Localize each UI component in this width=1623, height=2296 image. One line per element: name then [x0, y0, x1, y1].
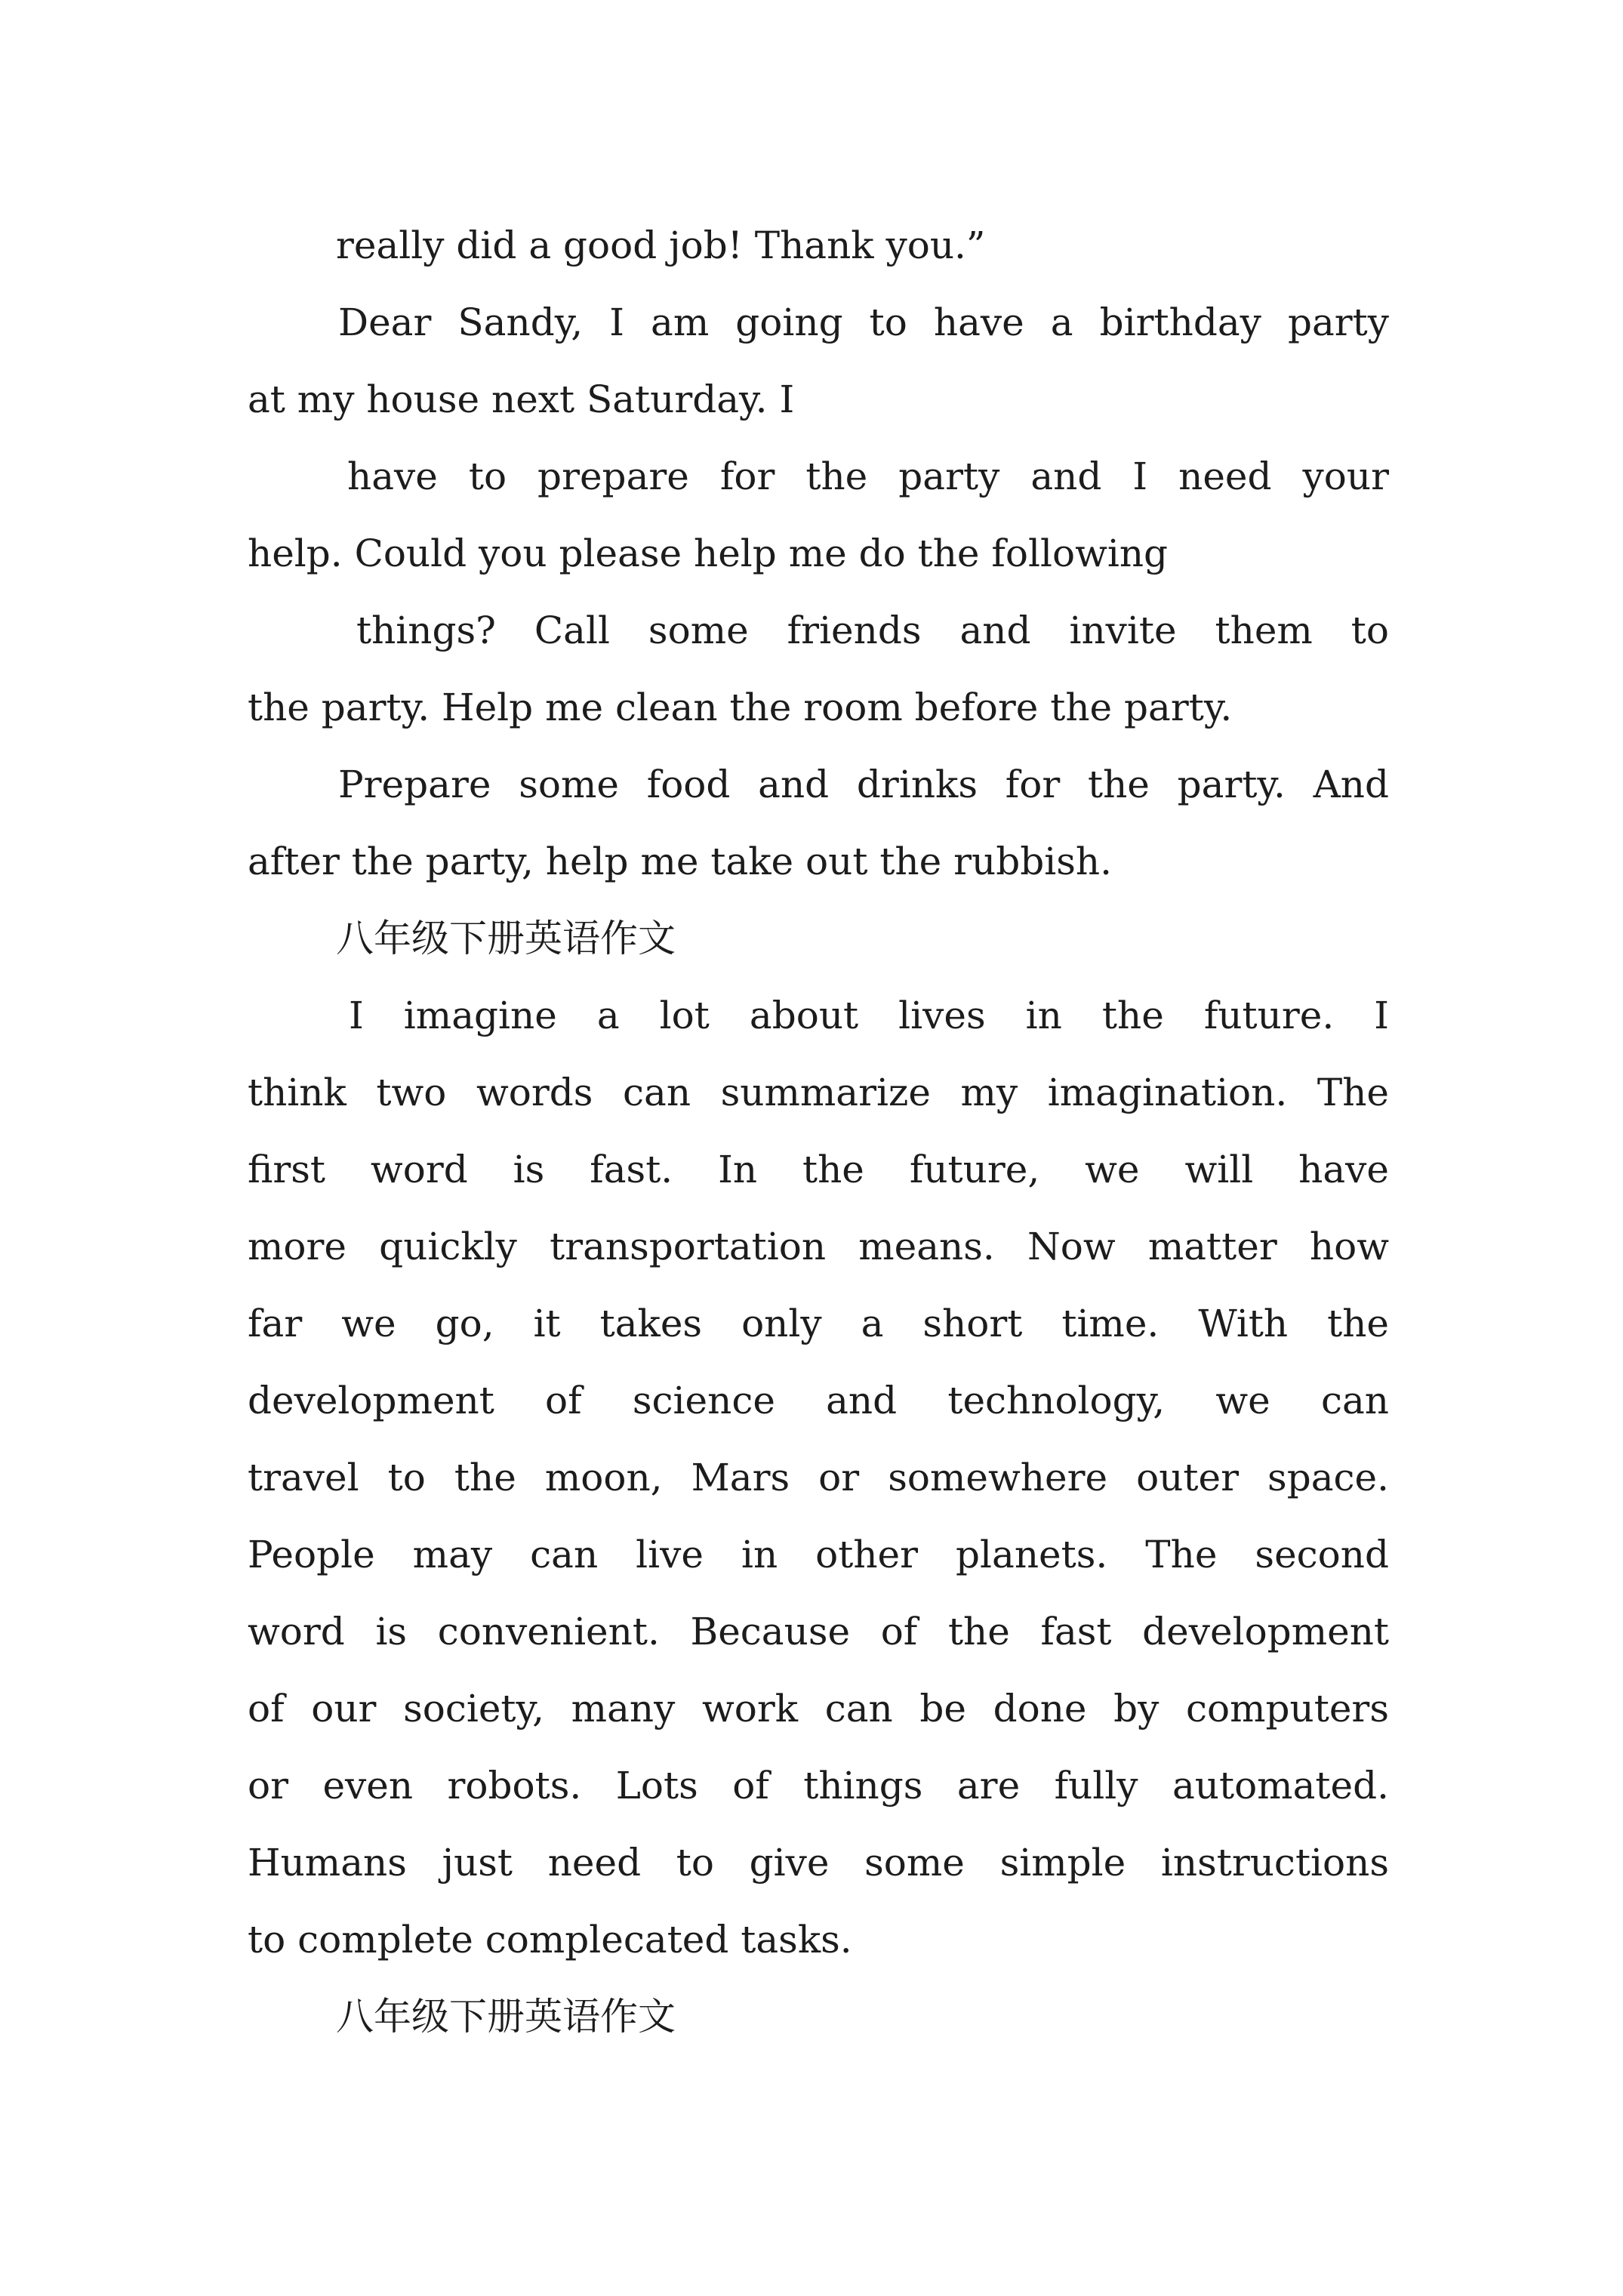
text-line: help. Could you please help me do the following [248, 532, 1169, 575]
text-line: far we go, it takes only a short time. With the [248, 1302, 1389, 1345]
text-line: Humans just need to give some simple instructions [248, 1841, 1389, 1885]
text-line: word is convenient. Because of the fast development [248, 1610, 1389, 1653]
section-heading: 八年级下册英语作文 [336, 917, 676, 960]
text-line: the party. Help me clean the room before the party. [248, 686, 1233, 729]
text-line: I imagine a lot about lives in the future. I [349, 994, 1389, 1037]
text-line: at my house next Saturday. I [248, 378, 795, 421]
text-line: Prepare some food and drinks for the party. And [338, 763, 1389, 806]
text-line: things? Call some friends and invite them to [356, 609, 1389, 652]
text-line: after the party, help me take out the rubbish. [248, 840, 1112, 883]
text-line: Dear Sandy, I am going to have a birthday party [338, 300, 1389, 344]
text-line: to complete complecated tasks. [248, 1918, 852, 1962]
text-line: really did a good job! Thank you.” [336, 223, 986, 267]
text-line: think two words can summarize my imagination. The [248, 1071, 1389, 1114]
text-line: People may can live in other planets. The second [248, 1533, 1389, 1576]
text-line: travel to the moon, Mars or somewhere outer space. [248, 1456, 1389, 1499]
text-line: or even robots. Lots of things are fully automated. [248, 1764, 1389, 1808]
text-line: first word is fast. In the future, we will have [248, 1148, 1389, 1191]
text-line: of our society, many work can be done by computers [248, 1687, 1389, 1730]
text-line: development of science and technology, we can [248, 1379, 1389, 1422]
text-line: more quickly transportation means. Now matter how [248, 1225, 1389, 1268]
text-line: have to prepare for the party and I need your [347, 455, 1389, 498]
section-heading: 八年级下册英语作文 [336, 1995, 676, 2039]
